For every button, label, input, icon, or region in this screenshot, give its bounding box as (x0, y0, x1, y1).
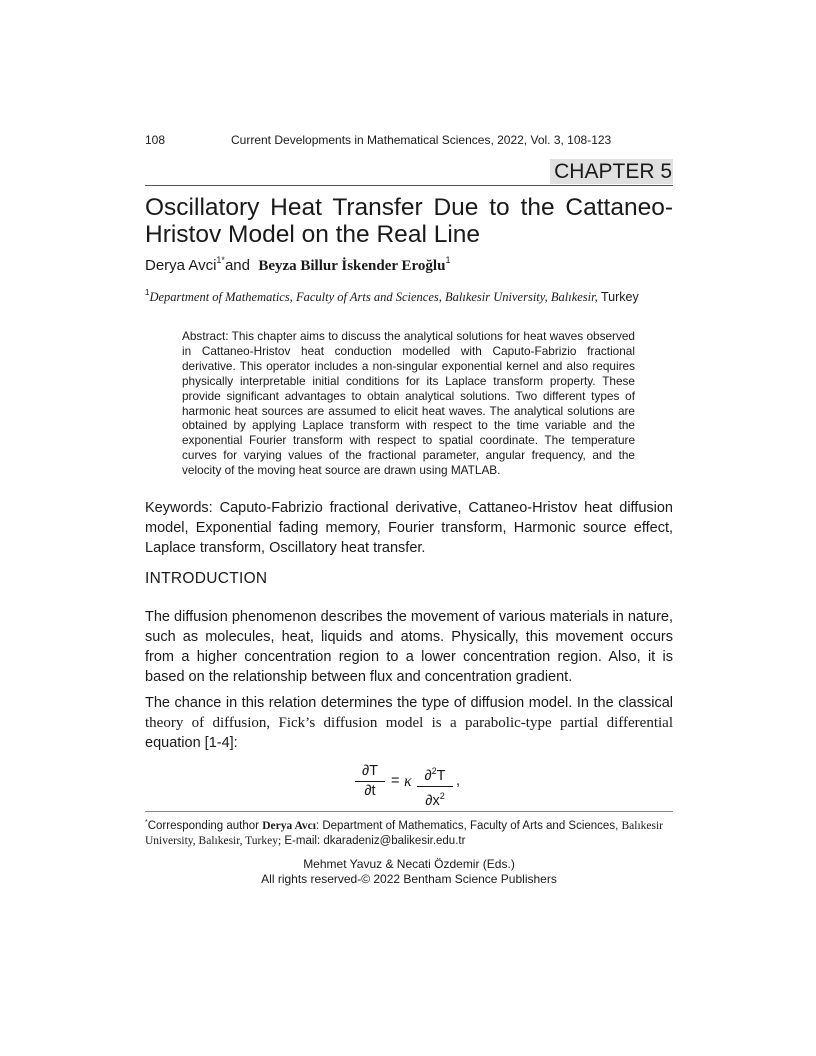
equation-kappa: κ (404, 773, 412, 790)
paragraph-2-part1: The chance in this relation determines the type of diffusion model. In the classical (145, 695, 673, 711)
editors-line: Mehmet Yavuz & Necati Özdemir (Eds.) (303, 857, 515, 871)
affiliation-country: Turkey (601, 290, 639, 304)
journal-citation: Current Developments in Mathematical Sciences, 2022, Vol. 3, 108-123 (231, 133, 612, 147)
equation-comma: , (456, 773, 461, 789)
footnote-rule (145, 811, 673, 812)
author-2-name: Beyza Billur İskender Eroğlu (258, 258, 446, 274)
footnote-label: Corresponding author (147, 820, 259, 832)
footnote-corresponding-author (145, 815, 673, 849)
author-1-name: Derya Avci (145, 257, 217, 274)
author-line (145, 255, 450, 275)
affiliation-sup: 1 (145, 288, 150, 297)
equation-lhs-fraction (355, 763, 385, 799)
footnote-email: E-mail: dkaradeniz@balikesir.edu.tr (284, 835, 466, 847)
author-2-sup: 1 (445, 255, 451, 265)
publisher-block (145, 857, 673, 887)
footnote-text-1: : Department of Mathematics, Faculty of Arts and Sciences, (315, 820, 619, 832)
section-heading-introduction: INTRODUCTION (145, 570, 268, 587)
footnote-star: * (145, 819, 148, 826)
paper-title: Oscillatory Heat Transfer Due to the Cattaneo-Hristov Model on the Real Line (145, 194, 673, 248)
equation-lhs-denominator: ∂t (364, 783, 376, 799)
paragraph-2-part2: theory of diffusion, Fick’s diffusion model is a parabolic-type partial differential (145, 715, 673, 731)
equation-lhs-numerator: ∂T (361, 763, 379, 779)
author-1-sup: 1* (216, 255, 225, 265)
footnote-text-2: Balıkesir University, Balıkesir, Turkey; (145, 820, 664, 847)
equation-fick (355, 763, 465, 807)
equation-lhs-bar (355, 781, 385, 782)
header-rule (145, 185, 673, 186)
author-and: and (224, 257, 250, 274)
affiliation-text: Department of Mathematics, Faculty of Arts and Sciences, Balıkesir University, Balıkesir, (149, 290, 598, 304)
paragraph-2 (145, 693, 673, 753)
equation-rhs-numerator: ∂$^2$T (424, 766, 446, 784)
affiliation (145, 288, 639, 305)
keywords: Keywords: Caputo-Fabrizio fractional derivative, Cattaneo-Hristov heat diffusion model, Exponential fading memory, Fourier transform, Harmonic source effect, Laplace transform, Oscillatory heat transfer. (145, 500, 673, 556)
paragraph-2-part3: equation [1-4]: (145, 735, 238, 751)
equation-equals: = (391, 773, 400, 789)
equation-rhs-denominator: $\partial x^2$ (425, 791, 445, 809)
abstract: Abstract: This chapter aims to discuss the analytical solutions for heat waves observed in Cattaneo-Hristov heat conduction modelled with Caputo-Fabrizio fractional derivative. This operator includes a non-singular exponential kernel and also requires physically interpretable initial conditions for its Laplace transform property. These provide significant advantages to obtain analytical solutions. Two different types of harmonic heat sources are assumed to elicit heat waves. The analytical solutions are obtained by applying Laplace transform with respect to the time variable and the exponential Fourier transform with respect to spatial coordinate. The temperature curves for varying values of the fractional parameter, angular frequency, and the velocity of the moving heat source are drawn using MATLAB. (182, 329, 635, 478)
equation-rhs-bar (417, 786, 453, 787)
footnote-author-name: Derya Avcı (262, 820, 316, 832)
chapter-label: CHAPTER 5 (550, 159, 673, 184)
paragraph-1: The diffusion phenomenon describes the movement of various materials in nature, such as molecules, heat, liquids and atoms. Physically, this movement occurs from a higher concentration region to a lower concentration region. Also, it is based on the relationship between flux and concentration gradient. (145, 609, 673, 685)
equation-rhs-fraction (417, 763, 453, 809)
rights-line: All rights reserved-© 2022 Bentham Science Publishers (261, 872, 557, 886)
page-number: 108 (145, 133, 166, 147)
